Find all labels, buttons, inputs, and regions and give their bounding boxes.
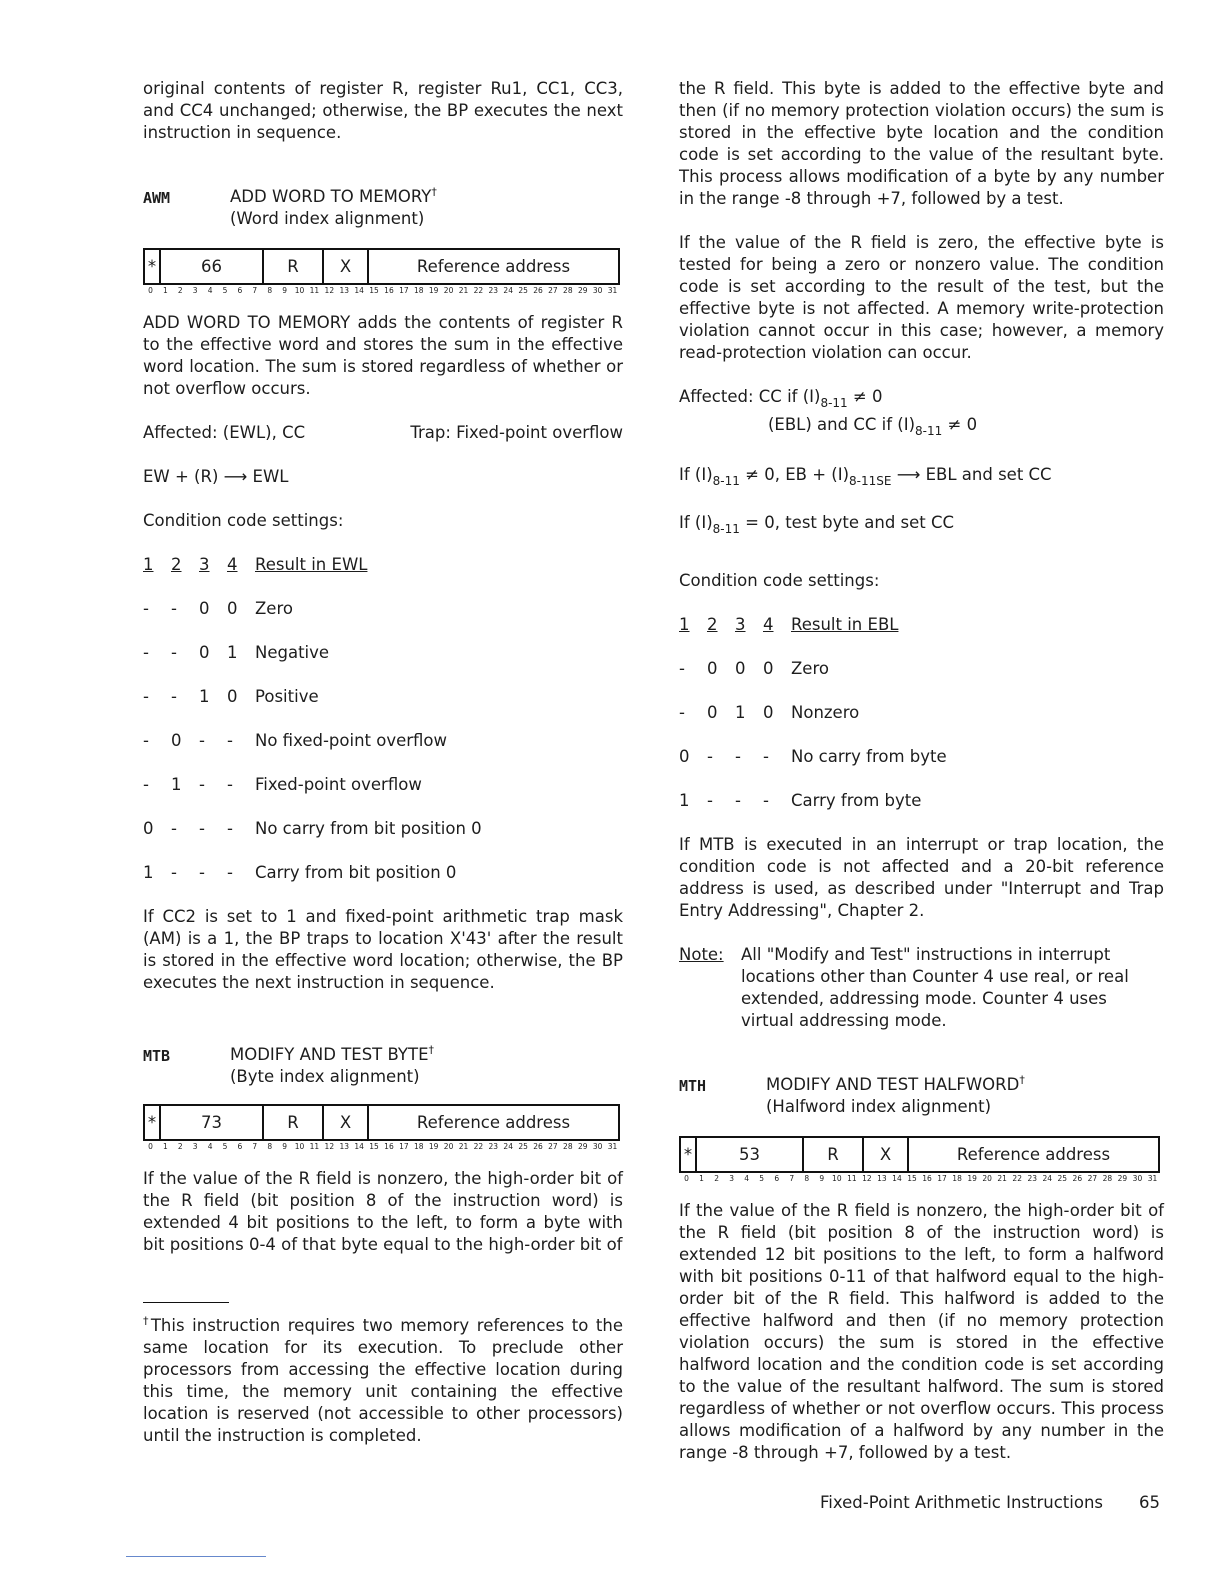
awm-header [143,186,623,230]
bit-number: 23 [488,286,499,295]
cc-row [679,658,1164,680]
cc-bit-2: - [171,599,177,618]
bit-number: 21 [997,1174,1007,1183]
cc-row [143,642,623,664]
note-text: All "Modify and Test" instructions in interrupt locations other than Counter 4 use real, or real extended, addressing mode. Counter 4 uses virtual addressing mode. [741,945,1129,1030]
mtb-affected-2: (EBL) and CC if $(I)_{8-11} \ne 0$ [768,415,978,438]
bit-number: 16 [384,1142,394,1151]
note-block [679,944,1164,1032]
bit-number: 2 [714,1174,719,1183]
bit-number: 25 [518,1142,528,1151]
bit-number: 8 [267,286,273,295]
field-reference-address: Reference address [416,1113,571,1132]
cc-bit-1: - [143,775,149,794]
field-r: R [264,1106,324,1139]
bit-number: 17 [399,286,409,295]
bit-number: 3 [729,1174,734,1183]
mtb-formula-1: If $(I)_{8-11} \ne 0$, EB + $(I)_{8-11SE}$ ⟶ EBL and set CC [679,465,1052,488]
left-column [143,78,623,1447]
bit-number: 11 [847,1174,857,1183]
cc-row [143,730,623,752]
awm-title: ADD WORD TO MEMORY [230,187,432,206]
bit-number: 1 [162,286,168,295]
bit-number: 23 [1027,1174,1037,1183]
mtb-cc-label: Condition code settings: [679,571,880,590]
awm-affected: Affected: (EWL), CC [143,423,306,442]
cc-bit-4: - [763,791,769,810]
cc-bit-4: 0 [227,687,238,706]
scan-edge-line [126,1556,266,1557]
cc-bit-4: 4 [763,615,774,634]
bit-number: 15 [369,1142,379,1151]
cc-bit-1: - [143,731,149,750]
bit-number: 22 [1012,1174,1022,1183]
cc-bit-4: 1 [227,643,238,662]
intro-paragraph: original contents of register R, register Ru1, CC1, CC3, and CC4 unchanged; otherwise, the BP executes the next instruction in sequence. [143,79,623,142]
awm-trap: Trap: Fixed-point overflow [410,423,623,442]
cc-row [679,702,1164,724]
mtb-condition-code-table [679,614,1164,834]
bit-number: 14 [354,286,364,295]
mtb-format-diagram [143,1102,623,1154]
awm-subtitle: (Word index alignment) [230,209,425,228]
cc-bit-1: - [143,643,149,662]
cc-bit-3: - [199,863,205,882]
right-column [679,78,1164,1464]
footer-section-title: Fixed-Point Arithmetic Instructions [820,1493,1104,1512]
mtb-mnemonic: MTB [143,1047,171,1065]
mth-header [679,1074,1164,1118]
note-label: Note: [679,945,724,964]
bit-number: 0 [684,1174,689,1183]
footnote-rule [143,1302,229,1303]
bit-number: 8 [804,1174,810,1183]
bit-number: 26 [533,286,543,295]
cc-row [143,774,623,796]
bit-number: 28 [563,1142,573,1151]
cc-row [679,746,1164,768]
cc-bit-2: 0 [707,703,718,722]
awm-condition-code-table [143,554,623,906]
bit-number: 14 [354,1142,364,1151]
bit-number: 5 [759,1174,765,1183]
cc-bit-3: 1 [735,703,746,722]
cc-result-label: No fixed-point overflow [255,731,448,750]
cc-result-label: Carry from bit position 0 [255,863,457,882]
cc-row [679,790,1164,812]
bit-number: 0 [148,1142,153,1151]
bit-number: 30 [1132,1174,1143,1183]
cc-bit-3: - [199,819,205,838]
bit-number: 10 [294,1142,305,1151]
cc-row [143,598,623,620]
bit-number: 13 [339,1142,349,1151]
footnote: †This instruction requires two memory references to the same location for its execution. To preclude other processors from accessing the effective location during this time, the memory unit containing the effective location is reserved (not accessible to other processors) until the instruction is completed. [143,1314,623,1445]
bit-number: 3 [192,1142,198,1151]
cc-bit-1: - [679,659,685,678]
awm-dagger: † [431,185,437,199]
awm-mnemonic: AWM [143,189,171,207]
mtb-dagger: † [428,1043,434,1057]
cc-bit-4: 4 [227,555,238,574]
cc-bit-1: 0 [143,819,154,838]
mtb-title: MODIFY AND TEST BYTE [230,1045,429,1064]
bit-number: 15 [907,1174,917,1183]
cc-bit-3: 3 [735,615,746,634]
mth-subtitle: (Halfword index alignment) [766,1097,992,1116]
cc-bit-3: 0 [199,599,210,618]
bit-number: 4 [207,1142,213,1151]
cc-result-label: Zero [255,599,293,618]
bit-number: 30 [592,286,603,295]
cc-result-label: Result in EWL [255,555,368,574]
bit-number: 22 [473,1142,484,1151]
bit-number: 7 [252,1142,258,1151]
bit-number: 2 [177,286,183,295]
cc-result-label: Positive [255,687,319,706]
cc-bit-4: - [227,863,233,882]
cc-header-row [143,554,623,576]
cc-bit-4: 0 [763,659,774,678]
bit-number: 27 [548,286,558,295]
cc-bit-2: 2 [171,555,182,574]
bit-number: 24 [1042,1174,1053,1183]
field-opcode: 73 [161,1106,264,1139]
cc-bit-4: - [227,775,233,794]
cc-bit-1: 1 [679,615,690,634]
cc-bit-2: - [707,791,713,810]
bit-number: 23 [488,1142,499,1151]
mtb-affected-1: Affected: CC if $(I)_{8-11} \ne 0$ [679,387,883,410]
cc-bit-2: 1 [171,775,182,794]
field-indirect: * [145,250,161,283]
cc-bit-3: 3 [199,555,210,574]
cc-row [143,818,623,840]
mth-title: MODIFY AND TEST HALFWORD [766,1075,1020,1094]
bit-number: 27 [1087,1174,1098,1183]
mtb-header [143,1044,623,1088]
mtb-subtitle: (Byte index alignment) [230,1067,420,1086]
bit-number: 9 [282,1142,287,1151]
cc-bit-3: 1 [199,687,210,706]
mtb-interrupt-paragraph: If MTB is executed in an interrupt or trap location, the condition code is not affected and a 20-bit reference address is used, as described under "Interrupt and Trap Entry Addressing", Chapter 2. [679,835,1164,920]
bit-number: 20 [443,1142,454,1151]
bit-number: 25 [518,286,528,295]
cc-result-label: Negative [255,643,330,662]
awm-affected-line [143,422,623,444]
cc-bit-1: - [143,687,149,706]
field-r: R [804,1138,864,1171]
bit-number: 21 [458,286,469,295]
bit-number: 6 [774,1174,780,1183]
bit-number: 10 [832,1174,842,1183]
mtb-description: If the value of the R field is nonzero, the high-order bit of the R field (bit position 8 of the instruction word) is extended 4 bit positions to the left, to form a byte with bit positions 0-4 of that byte equal to the high-order bit of [143,1169,623,1254]
cc-bit-3: 0 [735,659,746,678]
bit-number: 5 [222,286,228,295]
cc-bit-1: - [143,599,149,618]
mth-dagger: † [1019,1073,1025,1087]
bit-number: 13 [339,286,349,295]
awm-format-box [143,248,620,285]
bit-number: 16 [922,1174,932,1183]
cc-bit-3: - [199,775,205,794]
bit-number: 9 [819,1174,825,1183]
cc-bit-4: - [763,747,769,766]
bit-number: 29 [577,1142,588,1151]
bit-number: 28 [1102,1174,1113,1183]
field-indirect: * [145,1106,161,1139]
cc-bit-2: - [171,643,177,662]
field-reference-address: Reference address [416,257,571,276]
bit-number: 29 [577,286,588,295]
bit-number: 31 [607,1142,618,1151]
bit-number: 8 [267,1142,273,1151]
bit-number: 30 [592,1142,603,1151]
field-reference-address: Reference address [956,1145,1111,1164]
bit-number: 19 [428,286,439,295]
cc-bit-2: - [707,747,713,766]
bit-number: 10 [294,286,305,295]
mtb-bit-positions [143,1142,620,1152]
cc-result-label: Nonzero [791,703,860,722]
field-x: X [324,1106,369,1139]
bit-number: 6 [237,1142,243,1151]
bit-number: 7 [789,1174,795,1183]
page-number: 65 [1139,1493,1160,1512]
cc-bit-2: 2 [707,615,718,634]
bit-number: 31 [1147,1174,1158,1183]
cc-bit-3: - [735,747,741,766]
cc-bit-1: 0 [679,747,690,766]
field-opcode: 53 [697,1138,804,1171]
bit-number: 17 [937,1174,947,1183]
bit-number: 5 [222,1142,228,1151]
cc-bit-4: 0 [763,703,774,722]
bit-number: 14 [892,1174,902,1183]
bit-number: 19 [428,1142,439,1151]
mth-bit-positions [679,1174,1160,1184]
bit-number: 13 [877,1174,887,1183]
bit-number: 17 [399,1142,409,1151]
cc-result-label: Fixed-point overflow [255,775,422,794]
bit-number: 1 [162,1142,168,1151]
bit-number: 4 [744,1174,750,1183]
bit-number: 11 [309,1142,320,1151]
field-x: X [324,250,369,283]
cc-result-label: No carry from byte [791,747,947,766]
field-x: X [864,1138,909,1171]
bit-number: 18 [413,1142,424,1151]
bit-number: 20 [982,1174,992,1183]
cc-bit-2: - [171,863,177,882]
mtb-format-box [143,1104,620,1141]
bit-number: 6 [237,286,243,295]
cc-bit-2: 0 [707,659,718,678]
page-footer [820,1493,1160,1512]
cc-bit-2: - [171,687,177,706]
awm-description: ADD WORD TO MEMORY adds the contents of register R to the effective word and stores the sum in the effective word location. The sum is stored regardless of whether or not overflow occurs. [143,313,623,398]
cc-header-row [679,614,1164,636]
awm-cc-label: Condition code settings: [143,511,344,530]
cc-result-label: No carry from bit position 0 [255,819,482,838]
bit-number: 26 [533,1142,543,1151]
cc-bit-2: - [171,819,177,838]
field-r: R [264,250,324,283]
bit-number: 29 [1117,1174,1128,1183]
bit-number: 26 [1072,1174,1083,1183]
bit-number: 9 [282,286,287,295]
bit-number: 20 [443,286,454,295]
cc-result-label: Result in EBL [791,615,899,634]
bit-number: 12 [324,286,335,295]
cc-bit-2: 0 [171,731,182,750]
bit-number: 12 [324,1142,335,1151]
cc-bit-1: 1 [143,863,154,882]
cc-row [143,862,623,884]
bit-number: 28 [563,286,573,295]
cc-bit-1: 1 [679,791,690,810]
bit-number: 1 [699,1174,704,1183]
bit-number: 2 [177,1142,183,1151]
bit-number: 3 [192,286,198,295]
cc-bit-1: 1 [143,555,154,574]
awm-bit-positions [143,286,620,296]
bit-number: 7 [252,286,258,295]
bit-number: 18 [952,1174,962,1183]
mth-mnemonic: MTH [679,1077,707,1095]
bit-number: 27 [548,1142,558,1151]
mtb-formula-2: If $(I)_{8-11} = 0$, test byte and set CC [679,513,955,536]
field-indirect: * [681,1138,697,1171]
cc-bit-3: - [199,731,205,750]
cc-bit-3: 0 [199,643,210,662]
cc-bit-4: - [227,819,233,838]
bit-number: 12 [862,1174,872,1183]
field-opcode: 66 [161,250,264,283]
bit-number: 24 [503,286,513,295]
awm-formula: EW + (R) ⟶ EWL [143,467,289,486]
bit-number: 15 [369,286,379,295]
bit-number: 4 [207,286,213,295]
cc-result-label: Carry from byte [791,791,922,810]
bit-number: 11 [309,286,320,295]
mth-format-diagram [679,1134,1164,1186]
bit-number: 31 [607,286,618,295]
bit-number: 16 [384,286,394,295]
cc-bit-4: 0 [227,599,238,618]
bit-number: 24 [503,1142,513,1151]
cc-row [143,686,623,708]
bit-number: 19 [967,1174,977,1183]
mtb-continued-paragraph: the R field. This byte is added to the effective byte and then (if no memory protection violation occurs) the sum is stored in the effective byte location and the condition code is set according to the value of the resultant byte. This process allows modification of a byte by any number in the range -8 through +7, followed by a test. [679,79,1164,208]
mtb-zero-paragraph: If the value of the R field is zero, the effective byte is tested for being a zero or nonzero value. The condition code is set according to the result of the test, but the effective byte is not affected. A memory write-protection violation cannot occur in this case; however, a memory read-protection violation can occur. [679,233,1164,362]
awm-format-diagram [143,246,623,298]
cc-bit-3: - [735,791,741,810]
bit-number: 22 [473,286,484,295]
bit-number: 25 [1057,1174,1068,1183]
awm-trap-paragraph: If CC2 is set to 1 and fixed-point arithmetic trap mask (AM) is a 1, the BP traps to location X'43' after the result is stored in the effective word location; otherwise, the BP executes the next instruction in sequence. [143,907,623,992]
cc-result-label: Zero [791,659,829,678]
mth-format-box [679,1136,1160,1173]
cc-bit-4: - [227,731,233,750]
bit-number: 18 [413,286,424,295]
bit-number: 21 [458,1142,469,1151]
cc-bit-1: - [679,703,685,722]
footnote-dagger: † [143,1314,151,1328]
mth-description: If the value of the R field is nonzero, the high-order bit of the R field (bit position 8 of the instruction word) is extended 12 bit positions to the left, to form a halfword with bit positions 0-11 of that halfword equal to the high-order bit of the R field. This halfword is added to the effective halfword and then (if no memory protection violation occurs) the sum is stored in the effective halfword location and the condition code is set according to the value of the resultant halfword. The sum is stored regardless of whether or not overflow occurs. This process allows modification of a halfword by any number in the range -8 through +7, followed by a test. [679,1201,1164,1462]
bit-number: 0 [148,286,153,295]
